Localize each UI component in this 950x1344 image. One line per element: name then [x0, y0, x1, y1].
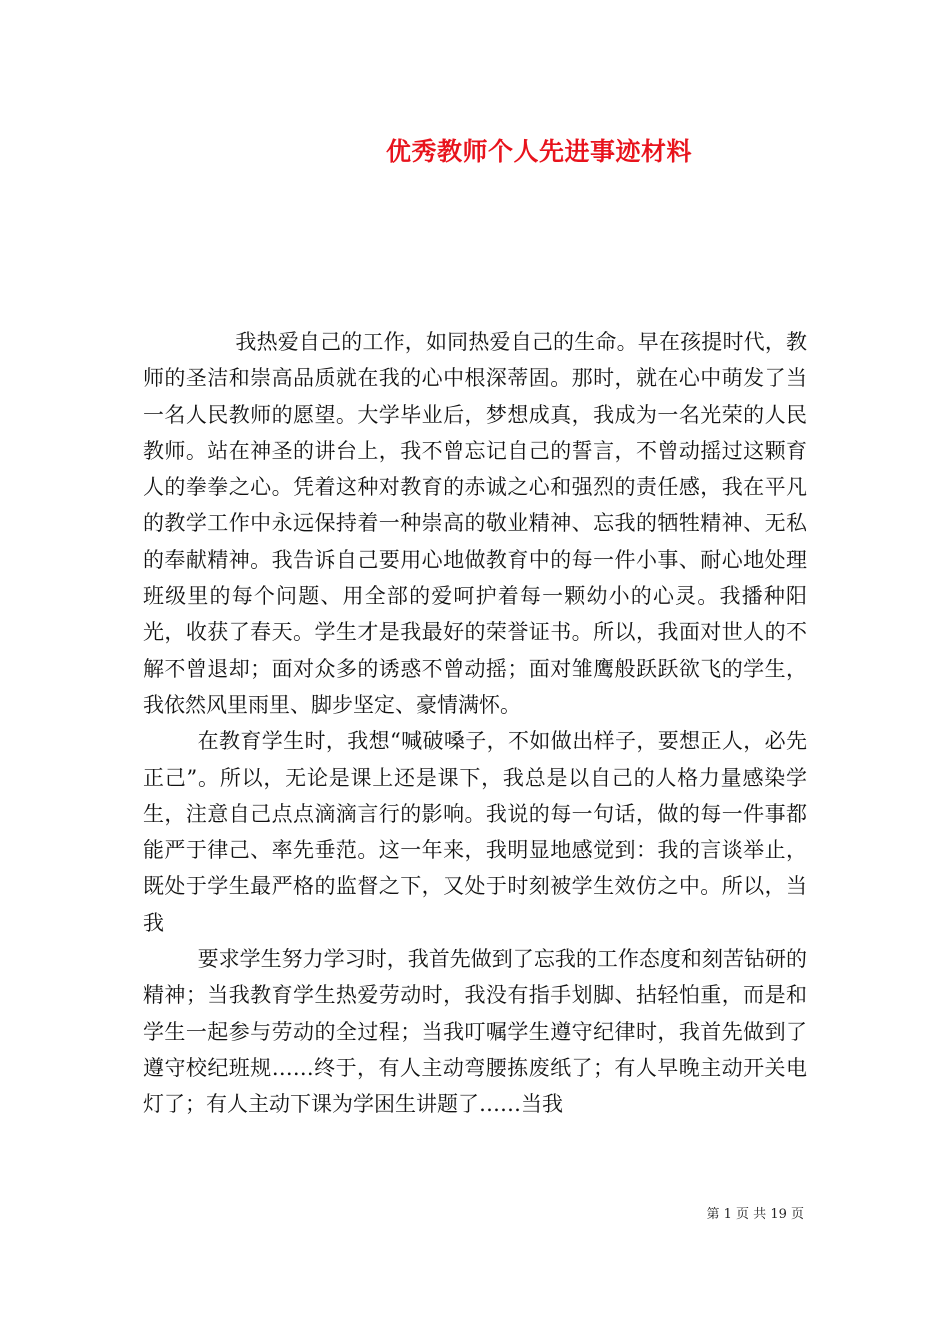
page-number-footer: 第 1 页 共 19 页 [706, 1207, 804, 1222]
document-body [143, 324, 807, 1123]
document-title: 优秀教师个人先进事迹材料 [385, 137, 692, 166]
paragraph-1: 我热爱自己的工作，如同热爱自己的生命。早在孩提时代，教师的圣洁和崇高品质就在我的心中根深蒂固。那时，就在心中萌发了当一名人民教师的愿望。大学毕业后，梦想成真，我成为一名光荣的人民教师。站在神圣的讲台上，我不曾忘记自己的誓言，不曾动摇过这颗育人的拳拳之心。凭着这种对教育的赤诚之心和强烈的责任感，我在平凡的教学工作中永远保持着一种崇高的敬业精神、忘我的牺牲精神、无私的奉献精神。我告诉自己要用心地做教育中的每一件小事、耐心地处理班级里的每个问题、用全部的爱呵护着每一颗幼小的心灵。我播种阳光，收获了春天。学生才是我最好的荣誉证书。所以，我面对世人的不解不曾退却；面对众多的诱惑不曾动摇；面对雏鹰般跃跃欲飞的学生，我依然风里雨里、脚步坚定、豪情满怀。 [143, 330, 807, 717]
paragraph-2: 在教育学生时，我想“喊破嗓子，不如做出样子，要想正人，必先正己”。所以，无论是课上还是课下，我总是以自己的人格力量感染学生，注意自己点点滴滴言行的影响。我说的每一句话，做的每一件事都能严于律己、率先垂范。这一年来，我明显地感觉到：我的言谈举止，既处于学生最严格的监督之下，又处于时刻被学生效仿之中。所以，当我 [143, 729, 807, 935]
paragraph-3: 要求学生努力学习时，我首先做到了忘我的工作态度和刻苦钻研的精神；当我教育学生热爱劳动时，我没有指手划脚、拈轻怕重，而是和学生一起参与劳动的全过程；当我叮嘱学生遵守纪律时，我首先做到了遵守校纪班规……终于，有人主动弯腰拣废纸了；有人早晚主动开关电灯了；有人主动下课为学困生讲题了……当我 [143, 947, 807, 1117]
